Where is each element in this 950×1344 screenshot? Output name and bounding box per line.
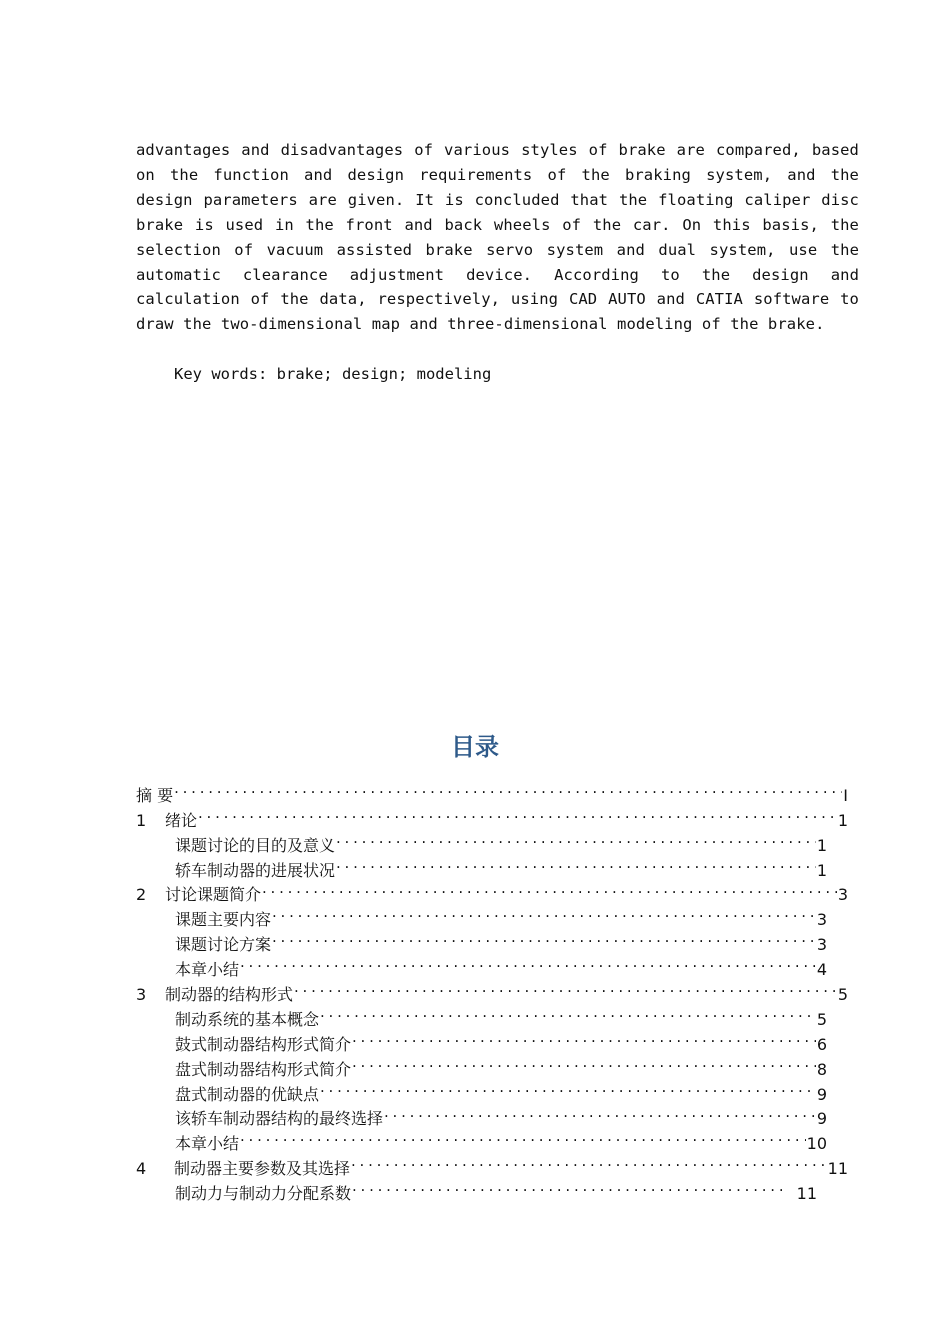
toc-entry-page: 10 (806, 1134, 827, 1154)
toc-leader-dots (240, 950, 816, 975)
toc-leader-dots (198, 801, 837, 826)
toc-entry-page: 3 (816, 935, 827, 955)
toc-entry-label: 讨论课题简介 (165, 885, 262, 905)
toc-entry-label: 轿车制动器的进展状况 (175, 860, 336, 880)
toc-entry-page: 1 (837, 810, 848, 830)
toc-leader-dots (336, 851, 816, 876)
toc-leader-dots (351, 1149, 827, 1174)
toc-leader-dots (352, 1174, 782, 1199)
toc-entry-chapter-4[interactable] (136, 1149, 848, 1179)
toc-leader-dots (174, 776, 842, 801)
toc-leader-dots (272, 900, 816, 925)
toc-entry-page: 6 (816, 1034, 827, 1054)
toc-leader-dots (272, 925, 816, 950)
toc-entry-section[interactable] (136, 1124, 827, 1154)
toc-entry-page: 1 (816, 860, 827, 880)
toc-entry-page: 5 (816, 1009, 827, 1029)
toc-entry-page: 8 (816, 1059, 827, 1079)
toc-entry-section[interactable] (136, 950, 827, 980)
toc-leader-dots (240, 1124, 806, 1149)
toc-title: 目录 (451, 733, 499, 761)
toc-leader-dots (352, 1050, 816, 1075)
toc-entry-page: 9 (816, 1084, 827, 1104)
toc-entry-label: 摘 要 (136, 785, 174, 805)
toc-entry-number: 4 (136, 1159, 147, 1179)
toc-entry-chapter-1[interactable] (136, 801, 848, 830)
toc-entry-page: 5 (837, 985, 848, 1005)
toc-entry-label: 本章小结 (175, 1134, 240, 1154)
table-of-contents (136, 776, 848, 1204)
toc-entry-page: 11 (796, 1184, 817, 1204)
toc-entry-label: 制动系统的基本概念 (175, 1009, 320, 1029)
toc-entry-label: 课题主要内容 (175, 910, 272, 930)
toc-entry-number: 3 (136, 985, 147, 1005)
toc-entry-chapter-3[interactable] (136, 975, 848, 1005)
toc-entry-label: 制动力与制动力分配系数 (175, 1184, 352, 1204)
toc-entry-page: 3 (816, 910, 827, 930)
keywords-line: Key words: brake; design; modeling (174, 365, 492, 383)
toc-entry-page: I (843, 785, 848, 805)
abstract-text: advantages and disadvantages of various styles of brake are compared, based on the function and design requirements of the braking system, and the design parameters are given. It is concluded that the floating caliper disc brake is used in the front and back wheels of the car. On this basis, the selection of vacuum assisted brake servo system and dual system, use the automatic clearance adjustment device. According to the design and calculation of the data, respectively, using CAD AUTO and CATIA software to draw the two-dimensional map and three-dimensional modeling of the brake. (136, 141, 859, 334)
toc-leader-dots (320, 1000, 816, 1025)
toc-entry-label: 本章小结 (175, 960, 240, 980)
toc-entry-label: 制动器的结构形式 (165, 985, 294, 1005)
toc-entry-label: 盘式制动器的优缺点 (175, 1084, 320, 1104)
toc-entry-label: 课题讨论方案 (175, 935, 272, 955)
toc-leader-dots (320, 1075, 816, 1100)
toc-leader-dots (384, 1100, 816, 1125)
toc-leader-dots (262, 876, 837, 901)
toc-entry-label: 该轿车制动器结构的最终选择 (175, 1109, 384, 1129)
toc-entry-label: 制动器主要参数及其选择 (174, 1159, 351, 1179)
toc-entry-number: 2 (136, 885, 147, 905)
toc-entry-label: 盘式制动器结构形式简介 (175, 1059, 352, 1079)
toc-leader-dots (294, 975, 837, 1000)
toc-entry-label: 课题讨论的目的及意义 (175, 835, 336, 855)
toc-leader-dots (336, 826, 816, 851)
toc-entry-page: 1 (816, 835, 827, 855)
toc-entry-label: 鼓式制动器结构形式简介 (175, 1034, 352, 1054)
toc-leader-dots (352, 1025, 816, 1050)
toc-entry-label: 绪论 (165, 810, 198, 830)
toc-entry-section[interactable] (136, 826, 827, 855)
toc-entry-page: 3 (837, 885, 848, 905)
toc-entry-page: 9 (816, 1109, 827, 1129)
toc-entry-page: 4 (816, 960, 827, 980)
toc-entry-abstract[interactable] (136, 776, 848, 805)
toc-entry-number: 1 (136, 810, 147, 830)
toc-entry-page: 11 (827, 1159, 848, 1179)
